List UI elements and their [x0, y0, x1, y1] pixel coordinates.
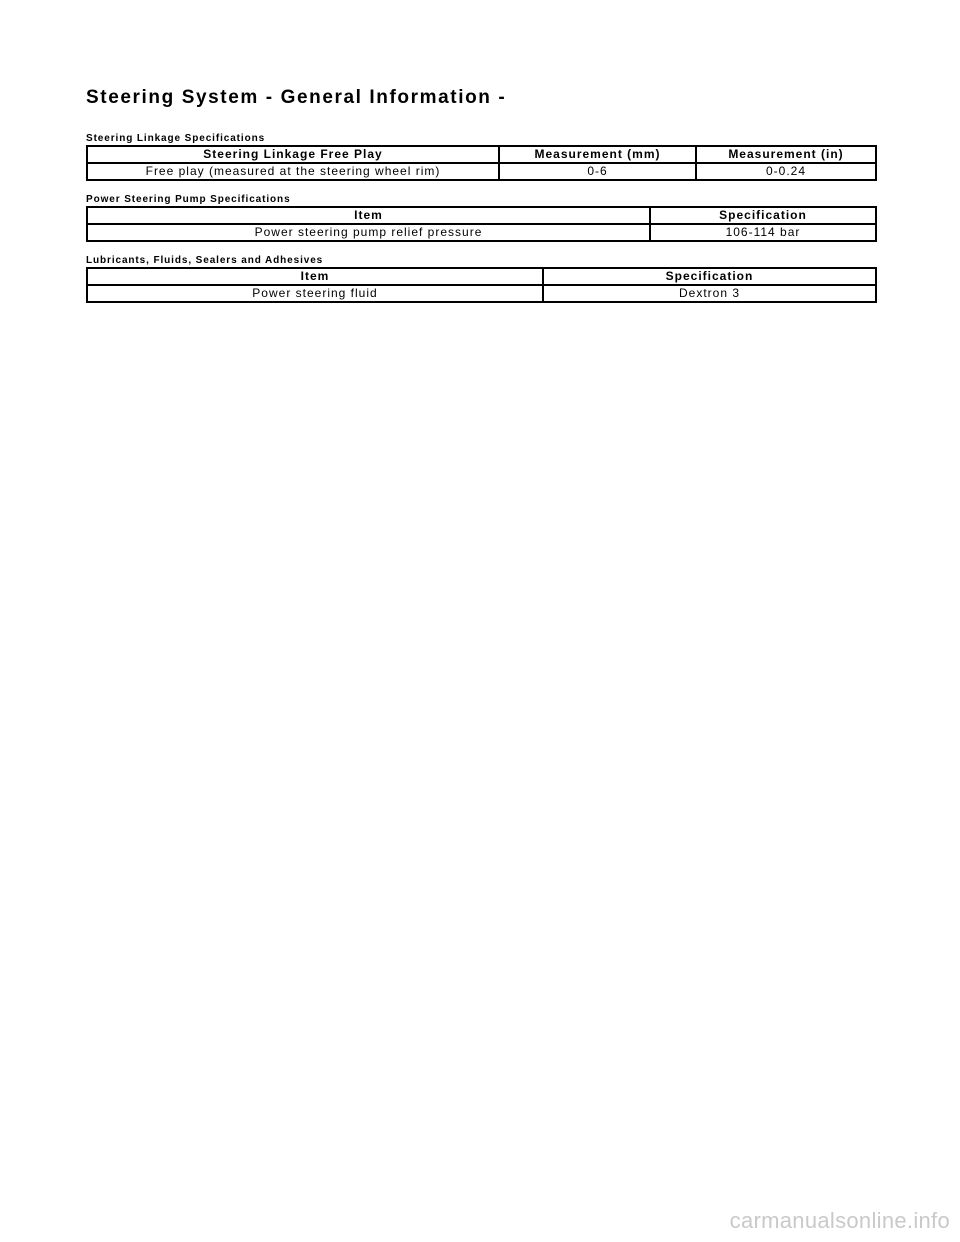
table-row: [87, 285, 876, 302]
column-header: Measurement (in): [696, 146, 876, 163]
table-cell: Free play (measured at the steering wheel rim): [87, 163, 499, 180]
lubricants-table: [86, 267, 877, 303]
document-page: [86, 86, 876, 303]
table-cell: 0-0.24: [696, 163, 876, 180]
table-cell: 106-114 bar: [650, 224, 876, 241]
table-header-row: [87, 146, 876, 163]
table-header-row: [87, 268, 876, 285]
section-title-steering-linkage: Steering Linkage Specifications: [86, 133, 266, 144]
table-cell: Power steering pump relief pressure: [87, 224, 650, 241]
table-header-row: [87, 207, 876, 224]
power-steering-pump-table: [86, 206, 877, 242]
table-cell: Power steering fluid: [87, 285, 543, 302]
column-header: Measurement (mm): [499, 146, 696, 163]
section-title-power-steering-pump: Power Steering Pump Specifications: [86, 194, 291, 205]
table-cell: 0-6: [499, 163, 696, 180]
column-header: Specification: [650, 207, 876, 224]
page-title: Steering System - General Information -: [86, 87, 507, 108]
table-cell: Dextron 3: [543, 285, 876, 302]
column-header: Item: [87, 207, 650, 224]
steering-linkage-table: [86, 145, 877, 181]
table-row: [87, 224, 876, 241]
column-header: Steering Linkage Free Play: [87, 146, 499, 163]
section-title-lubricants: Lubricants, Fluids, Sealers and Adhesives: [86, 255, 324, 266]
column-header: Item: [87, 268, 543, 285]
watermark: carmanualsonline.info: [729, 1208, 950, 1233]
table-row: [87, 163, 876, 180]
column-header: Specification: [543, 268, 876, 285]
